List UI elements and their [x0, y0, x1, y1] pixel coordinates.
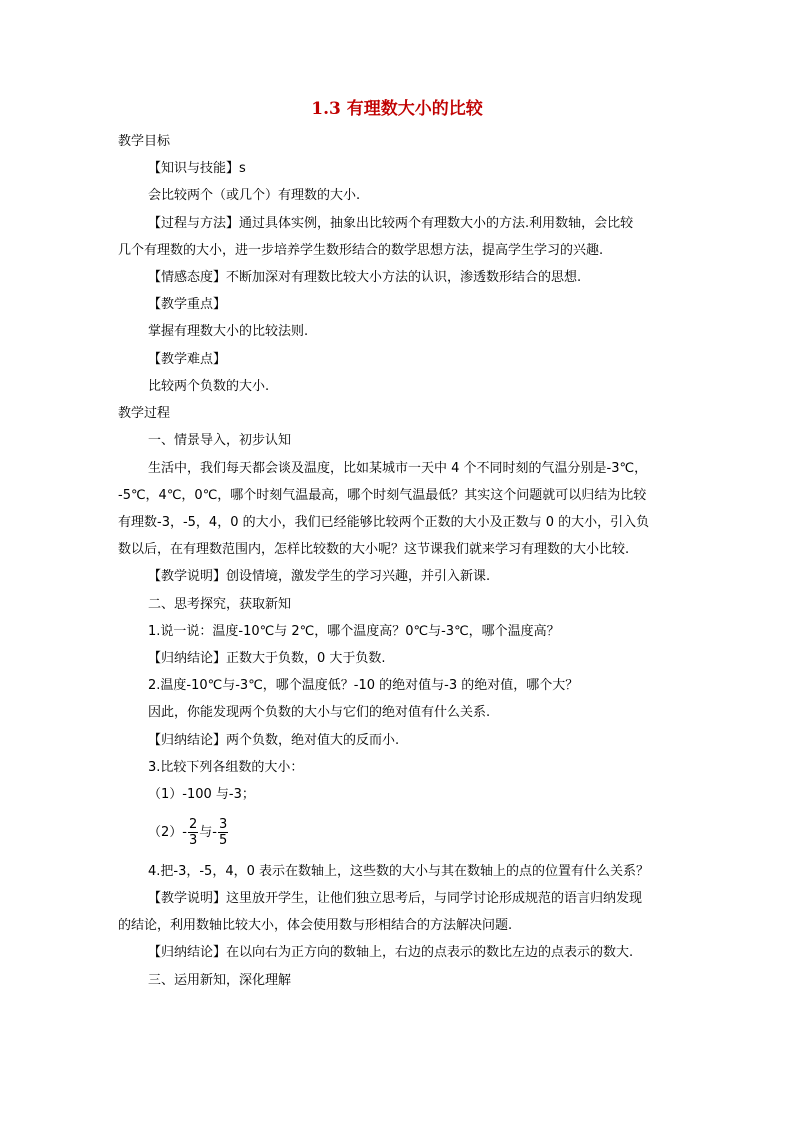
paragraph-line: （1）-100 与-3；: [148, 787, 255, 802]
fraction-denominator: 3: [188, 833, 198, 848]
section-heading: 三、运用新知，深化理解: [148, 973, 292, 988]
fraction-three-fifths: [218, 817, 228, 848]
label-difficult-points: 【教学难点】: [148, 352, 227, 367]
paragraph-line: 【过程与方法】通过具体实例，抽象出比较两个有理数大小的方法.利用数轴，会比较: [148, 216, 634, 231]
label-key-points: 【教学重点】: [148, 297, 227, 312]
paragraph-line: 【归纳结论】在以向右为正方向的数轴上，右边的点表示的数比左边的点表示的数大.: [148, 945, 634, 960]
paragraph-line: 因此，你能发现两个负数的大小与它们的绝对值有什么关系.: [148, 705, 491, 720]
fraction-denominator: 5: [218, 833, 228, 848]
fraction-comparison-item: [148, 816, 229, 850]
heading-teaching-process: 教学过程: [118, 406, 171, 421]
fraction-numerator: 2: [188, 817, 198, 832]
paragraph-line: 几个有理数的大小，进一步培养学生数形结合的数学思想方法，提高学生学习的兴趣.: [118, 243, 604, 258]
paragraph-line: 【情感态度】不断加深对有理数比较大小方法的认识，渗透数形结合的思想.: [148, 270, 582, 285]
paragraph-line: 掌握有理数大小的比较法则.: [148, 324, 309, 339]
paragraph-line: 4.把-3，-5，4，0 表示在数轴上，这些数的大小与其在数轴上的点的位置有什么关系？: [148, 864, 650, 879]
fraction-item-middle: 与-: [199, 825, 217, 840]
fraction-numerator: 3: [218, 817, 228, 832]
paragraph-line: 【教学说明】这里放开学生，让他们独立思考后，与同学讨论形成规范的语言归纳发现: [148, 891, 643, 906]
paragraph-line: 2.温度-10℃与-3℃，哪个温度低？-10 的绝对值与-3 的绝对值，哪个大？: [148, 678, 579, 693]
section-heading: 一、情景导入，初步认知: [148, 433, 292, 448]
paragraph-line: 生活中，我们每天都会谈及温度，比如某城市一天中 4 个不同时刻的气温分别是-3℃，: [148, 461, 648, 476]
section-heading: 二、思考探究，获取新知: [148, 597, 292, 612]
heading-teaching-goals: 教学目标: [118, 134, 171, 149]
fraction-two-thirds: [188, 817, 198, 848]
label-knowledge-skills: 【知识与技能】s: [148, 161, 246, 176]
paragraph-line: 的结论，利用数轴比较大小，体会使用数与形相结合的方法解决问题.: [118, 918, 513, 933]
paragraph-line: -5℃，4℃，0℃，哪个时刻气温最高，哪个时刻气温最低？其实这个问题就可以归结为比较: [118, 488, 647, 503]
fraction-item-prefix: （2）-: [148, 825, 187, 840]
paragraph-line: 【教学说明】创设情境，激发学生的学习兴趣，并引入新课.: [148, 569, 491, 584]
paragraph-line: 数以后，在有理数范围内，怎样比较数的大小呢？这节课我们就来学习有理数的大小比较.: [118, 542, 630, 557]
page-title: 1.3 有理数大小的比较: [311, 99, 483, 119]
paragraph-line: 1.说一说：温度-10℃与 2℃，哪个温度高？0℃与-3℃，哪个温度高？: [148, 624, 560, 639]
paragraph-line: 3.比较下列各组数的大小：: [148, 760, 304, 775]
paragraph-line: 比较两个负数的大小.: [148, 379, 270, 394]
paragraph-line: 【归纳结论】两个负数，绝对值大的反而小.: [148, 733, 400, 748]
paragraph-line: 有理数-3，-5，4，0 的大小，我们已经能够比较两个正数的大小及正数与 0 的大小，引入负: [118, 515, 650, 530]
paragraph-line: 会比较两个（或几个）有理数的大小.: [148, 188, 361, 203]
paragraph-line: 【归纳结论】正数大于负数，0 大于负数.: [148, 651, 386, 666]
